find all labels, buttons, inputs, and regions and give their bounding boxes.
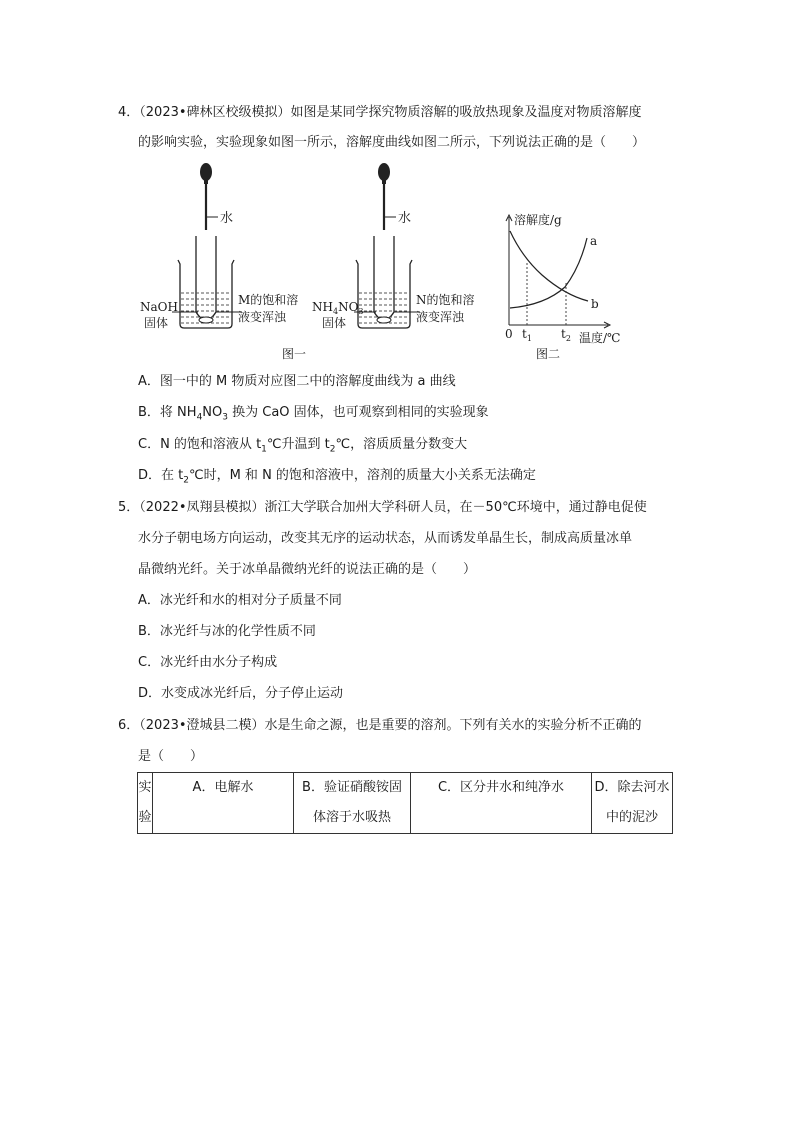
- beaker-two: [356, 260, 412, 328]
- figure-one: [132, 160, 492, 365]
- water-label-1: 水: [220, 211, 234, 226]
- nh4no3-solid: 固体: [322, 316, 347, 330]
- q5-option-c: C．冰光纤由水分子构成: [138, 655, 278, 670]
- q4-stem-line2: 的影响实验，实验现象如图一所示，溶解度曲线如图二所示，下列说法正确的是（ ）: [138, 135, 646, 150]
- chart-ylabel: 溶解度/g: [514, 213, 562, 227]
- q4-option-d: D．在 $t_2℃$时，M 和 N 的饱和溶液中，溶剂的质量大小关系无法确定: [138, 468, 536, 486]
- nh4no3-formula: $NH_4NO_3$: [312, 300, 364, 316]
- q4-option-b: B．将 $NH_4NO_3$ 换为 CaO 固体，也可观察到相同的实验现象: [138, 405, 489, 423]
- n-label-line2: 液变浑浊: [416, 310, 465, 324]
- table-header-cell: [138, 773, 153, 834]
- chart-t1: $t_1$: [522, 327, 532, 343]
- figure-two-caption: 图二: [536, 347, 561, 361]
- q4-stem-line1: 如图是某同学探究物质溶解的吸放热现象及温度对物质溶解度: [290, 105, 642, 120]
- q5-option-d: D．水变成冰光纤后，分子停止运动: [138, 686, 344, 701]
- chart-origin: 0: [505, 327, 513, 341]
- table-cell-d-line1: D．除去河水: [594, 780, 670, 795]
- water-label-2: 水: [398, 211, 412, 226]
- figure-two-solubility-chart: [500, 205, 640, 365]
- table-row: [138, 773, 673, 834]
- q5-line1: [118, 499, 647, 517]
- q6-number: 6．: [118, 718, 140, 733]
- q5-option-b: B．冰光纤与冰的化学性质不同: [138, 624, 316, 639]
- table-header-line2: 验: [138, 810, 152, 825]
- table-cell-a-text: A．电解水: [192, 780, 254, 795]
- table-cell-a: [153, 773, 294, 834]
- curve-b-label: b: [591, 297, 599, 311]
- table-cell-d-line2: 中的泥沙: [605, 810, 658, 825]
- naoh-solid: 固体: [144, 316, 169, 330]
- n-label-line1: N的饱和溶: [416, 293, 475, 307]
- curve-b: [510, 231, 588, 301]
- chart-xlabel: 温度/℃: [579, 331, 621, 345]
- curve-a-label: a: [590, 234, 598, 248]
- figure-one-caption: 图一: [282, 347, 307, 361]
- q5-number: 5．: [118, 500, 140, 515]
- q4-line1: [118, 104, 642, 122]
- beaker-one: [178, 260, 234, 328]
- q5-stem-line3: 晶微纳光纤。关于冰单晶微纳光纤的说法正确的是（ ）: [138, 562, 477, 577]
- naoh-formula: NaOH: [140, 300, 178, 314]
- dropper-icon: [200, 163, 212, 230]
- dropper-icon: [378, 163, 390, 230]
- q6-stem-line2: 是（ ）: [138, 749, 204, 764]
- q6-line1: [118, 717, 642, 735]
- table-cell-c-text: C．区分井水和纯净水: [437, 780, 565, 795]
- q4-source: （2023•碑林区校级模拟）: [139, 105, 291, 120]
- m-label-line2: 液变浑浊: [238, 310, 287, 324]
- q5-stem-line1: 浙江大学联合加州大学科研人员，在－50℃环境中，通过静电促使: [264, 500, 647, 515]
- table-cell-b: [294, 773, 411, 834]
- q4-option-a: A．图一中的 M 物质对应图二中的溶解度曲线为 a 曲线: [138, 374, 456, 389]
- q5-option-a: A．冰光纤和水的相对分子质量不同: [138, 593, 342, 608]
- q6-stem-line1: 水是生命之源，也是重要的溶剂。下列有关水的实验分析不正确的: [264, 718, 642, 733]
- experiment-table: [137, 772, 673, 834]
- q5-stem-line2: 水分子朝电场方向运动，改变其无序的运动状态，从而诱发单晶生长，制成高质量冰单: [138, 531, 633, 546]
- table-cell-b-line2: 体溶于水吸热: [312, 810, 391, 825]
- table-cell-b-line1: B．验证硝酸铵固: [302, 780, 402, 795]
- m-label-line1: M的饱和溶: [238, 293, 299, 307]
- table-cell-d: [592, 773, 673, 834]
- q6-source: （2023•澄城县二模）: [139, 718, 265, 733]
- table-cell-c: [411, 773, 592, 834]
- chart-t2: $t_2$: [561, 327, 571, 343]
- curve-a: [510, 238, 587, 308]
- q5-source: （2022•凤翔县模拟）: [139, 500, 265, 515]
- q4-option-c: C．N 的饱和溶液从 $t_1℃$升温到 $t_2℃$，溶质质量分数变大: [138, 437, 468, 455]
- table-header-line1: 实: [138, 780, 152, 795]
- q4-number: 4．: [118, 105, 140, 120]
